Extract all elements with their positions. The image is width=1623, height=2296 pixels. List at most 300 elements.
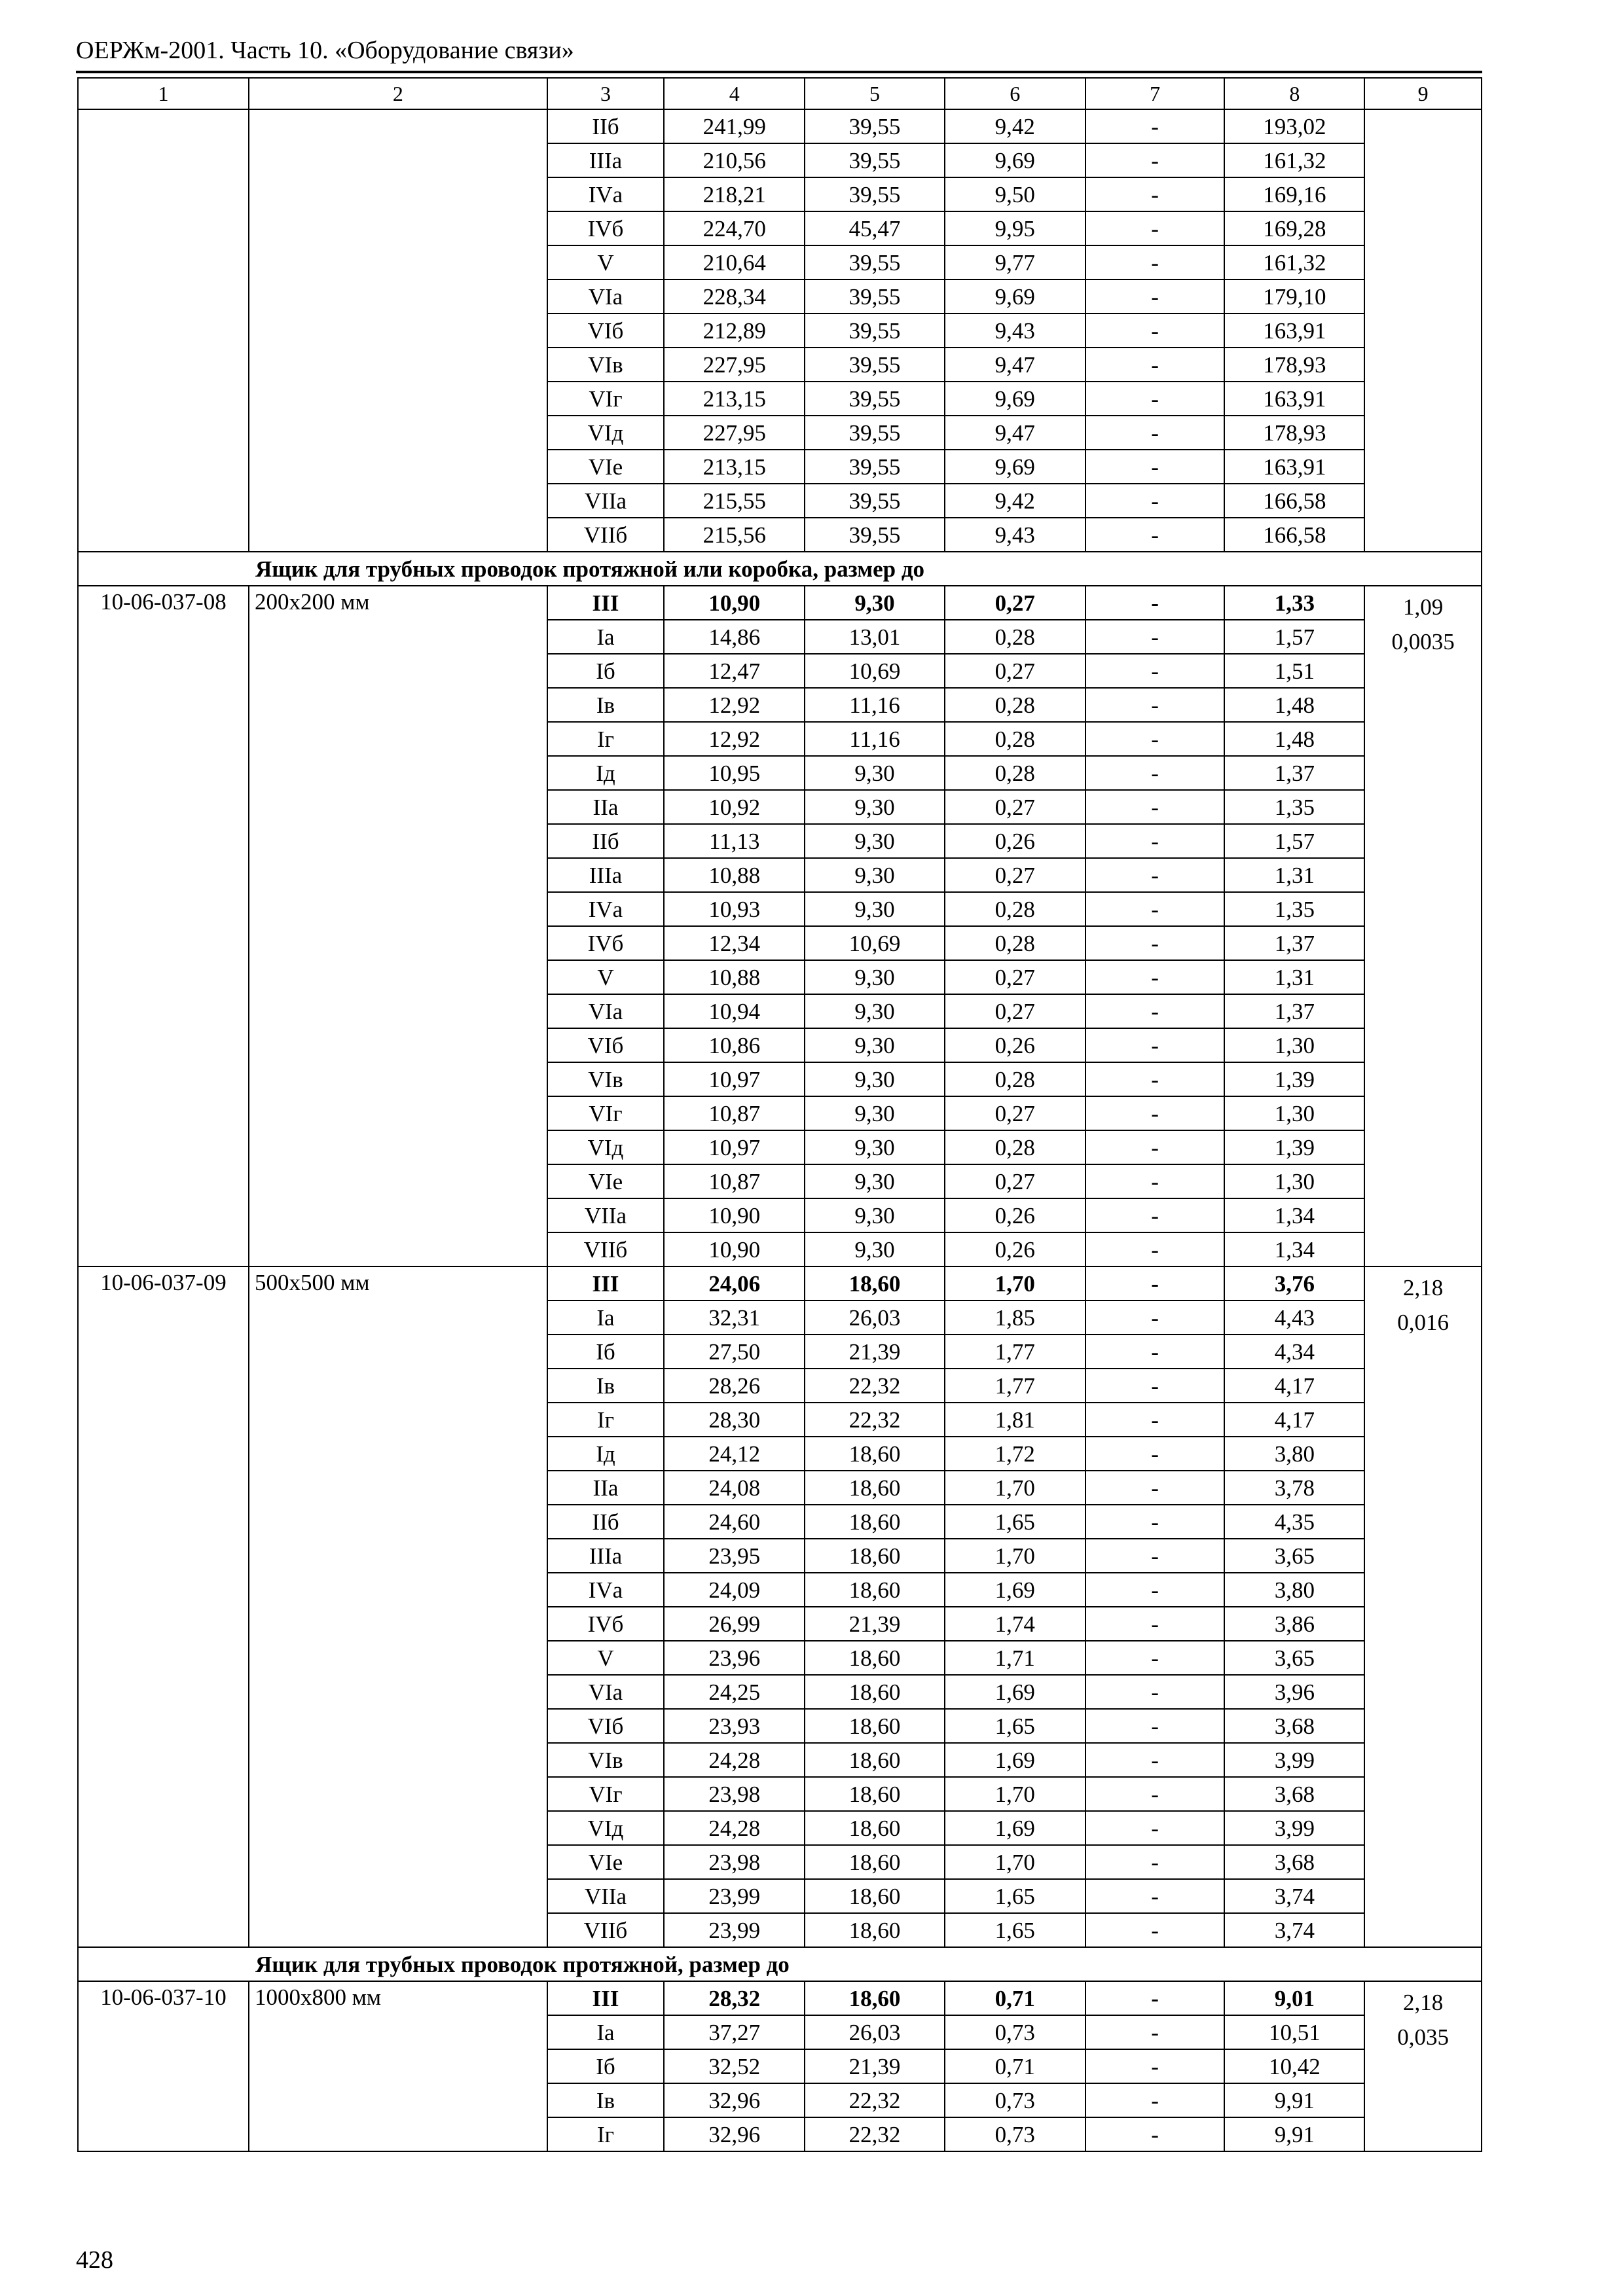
col5-cell: 39,55 (805, 143, 945, 177)
rate-name: 200х200 мм (249, 586, 547, 1266)
zone-cell: Iб (547, 1335, 665, 1369)
col4-cell: 32,96 (664, 2083, 805, 2117)
col6-cell: 1,69 (945, 1743, 1085, 1777)
col7-cell: - (1085, 143, 1225, 177)
col9-value: 0,035 (1397, 2024, 1450, 2050)
zone-cell: Iа (547, 2015, 665, 2049)
col7-cell: - (1085, 1539, 1225, 1573)
col5-cell: 45,47 (805, 211, 945, 245)
col5-cell: 11,16 (805, 688, 945, 722)
col4-cell: 27,50 (664, 1335, 805, 1369)
col5-cell: 18,60 (805, 1505, 945, 1539)
col6-cell: 0,73 (945, 2083, 1085, 2117)
col4-cell: 11,13 (664, 824, 805, 858)
col6-cell: 9,47 (945, 416, 1085, 450)
col7-cell: - (1085, 654, 1225, 688)
col7-cell: - (1085, 1028, 1225, 1062)
col5-cell: 9,30 (805, 1198, 945, 1232)
col6-cell: 0,28 (945, 926, 1085, 960)
col7-cell: - (1085, 518, 1225, 552)
zone-cell: IVб (547, 1607, 665, 1641)
zone-cell: IVа (547, 177, 665, 211)
col8-cell: 166,58 (1224, 518, 1364, 552)
col8-cell: 1,57 (1224, 620, 1364, 654)
col7-cell: - (1085, 1232, 1225, 1266)
col5-cell: 18,60 (805, 1709, 945, 1743)
col5-cell: 9,30 (805, 1096, 945, 1130)
col4-cell: 227,95 (664, 416, 805, 450)
zone-cell: VIв (547, 1743, 665, 1777)
col7-cell: - (1085, 790, 1225, 824)
col7-cell: - (1085, 960, 1225, 994)
col4-cell: 215,55 (664, 484, 805, 518)
col7-cell: - (1085, 1130, 1225, 1164)
zone-cell: IVб (547, 211, 665, 245)
col4-cell: 10,90 (664, 586, 805, 620)
zone-cell: IVб (547, 926, 665, 960)
col5-cell: 18,60 (805, 1675, 945, 1709)
zone-cell: VIв (547, 1062, 665, 1096)
table-body (78, 78, 1482, 2151)
col6-cell: 0,28 (945, 892, 1085, 926)
zone-cell: Iб (547, 654, 665, 688)
col6-cell: 9,69 (945, 450, 1085, 484)
col8-cell: 1,39 (1224, 1130, 1364, 1164)
col8-cell: 161,32 (1224, 245, 1364, 279)
zone-cell: VIг (547, 1096, 665, 1130)
zone-cell: VIд (547, 416, 665, 450)
col6-cell: 1,65 (945, 1709, 1085, 1743)
col5-cell: 9,30 (805, 994, 945, 1028)
zone-cell: IIб (547, 824, 665, 858)
col5-cell: 18,60 (805, 1981, 945, 2015)
col7-cell: - (1085, 2117, 1225, 2151)
col7-cell: - (1085, 1811, 1225, 1845)
col8-cell: 4,43 (1224, 1300, 1364, 1335)
col8-cell: 1,30 (1224, 1164, 1364, 1198)
col7-cell: - (1085, 1573, 1225, 1607)
col6-cell: 9,43 (945, 314, 1085, 348)
col7-cell: - (1085, 1845, 1225, 1879)
zone-cell: IIа (547, 790, 665, 824)
zone-cell: IIIа (547, 1539, 665, 1573)
col8-cell: 4,17 (1224, 1369, 1364, 1403)
col4-cell: 37,27 (664, 2015, 805, 2049)
col5-cell: 22,32 (805, 2117, 945, 2151)
col4-cell: 241,99 (664, 109, 805, 143)
zone-cell: VIе (547, 1845, 665, 1879)
zone-cell: VIа (547, 994, 665, 1028)
col7-cell: - (1085, 2015, 1225, 2049)
col6-cell: 1,65 (945, 1913, 1085, 1947)
col5-cell: 18,60 (805, 1777, 945, 1811)
col4-cell: 24,28 (664, 1743, 805, 1777)
zone-cell: V (547, 1641, 665, 1675)
col8-cell: 1,57 (1224, 824, 1364, 858)
zone-cell: IVа (547, 1573, 665, 1607)
col7-cell: - (1085, 1913, 1225, 1947)
col8-cell: 4,17 (1224, 1403, 1364, 1437)
col7-cell: - (1085, 1505, 1225, 1539)
col7-cell: - (1085, 2049, 1225, 2083)
zone-cell: VIб (547, 1028, 665, 1062)
column-header-8: 8 (1224, 78, 1364, 109)
col8-cell: 178,93 (1224, 348, 1364, 382)
col7-cell: - (1085, 1266, 1225, 1300)
table-row (78, 109, 1482, 143)
zone-cell: Iг (547, 1403, 665, 1437)
col4-cell: 23,98 (664, 1777, 805, 1811)
col9-value: 0,0035 (1391, 628, 1455, 655)
col6-cell: 0,26 (945, 1232, 1085, 1266)
col7-cell: - (1085, 688, 1225, 722)
col4-cell: 224,70 (664, 211, 805, 245)
col4-cell: 14,86 (664, 620, 805, 654)
col8-cell: 3,99 (1224, 1743, 1364, 1777)
col5-cell: 9,30 (805, 1130, 945, 1164)
zone-cell: IIIа (547, 858, 665, 892)
col7-cell: - (1085, 1641, 1225, 1675)
col4-cell: 24,25 (664, 1675, 805, 1709)
zone-cell: VIа (547, 279, 665, 314)
col4-cell: 26,99 (664, 1607, 805, 1641)
col8-cell: 3,80 (1224, 1573, 1364, 1607)
col8-cell: 3,68 (1224, 1709, 1364, 1743)
col7-cell: - (1085, 1879, 1225, 1913)
col8-cell: 1,33 (1224, 586, 1364, 620)
col5-cell: 18,60 (805, 1471, 945, 1505)
col8-cell: 3,86 (1224, 1607, 1364, 1641)
column-header-1: 1 (78, 78, 249, 109)
col5-cell: 18,60 (805, 1437, 945, 1471)
col4-cell: 24,12 (664, 1437, 805, 1471)
col8-cell: 9,91 (1224, 2083, 1364, 2117)
col4-cell: 10,94 (664, 994, 805, 1028)
col6-cell: 9,69 (945, 382, 1085, 416)
column-header-3: 3 (547, 78, 665, 109)
col5-cell: 11,16 (805, 722, 945, 756)
col6-cell: 0,71 (945, 2049, 1085, 2083)
col5-cell: 39,55 (805, 279, 945, 314)
col6-cell: 0,26 (945, 1028, 1085, 1062)
col7-cell: - (1085, 586, 1225, 620)
col4-cell: 227,95 (664, 348, 805, 382)
col5-cell: 9,30 (805, 1028, 945, 1062)
col6-cell: 1,70 (945, 1266, 1085, 1300)
col7-cell: - (1085, 450, 1225, 484)
col7-cell: - (1085, 1300, 1225, 1335)
col8-cell: 3,65 (1224, 1641, 1364, 1675)
col9-value: 0,016 (1397, 1309, 1450, 1335)
section-heading: Ящик для трубных проводок протяжной или коробка, размер до (78, 552, 1482, 586)
col6-cell: 1,77 (945, 1369, 1085, 1403)
zone-cell: VIIб (547, 1913, 665, 1947)
col6-cell: 0,27 (945, 960, 1085, 994)
col7-cell: - (1085, 858, 1225, 892)
col6-cell: 0,27 (945, 790, 1085, 824)
col5-cell: 18,60 (805, 1266, 945, 1300)
col4-cell: 24,06 (664, 1266, 805, 1300)
col6-cell: 1,81 (945, 1403, 1085, 1437)
col8-cell: 3,78 (1224, 1471, 1364, 1505)
col6-cell: 0,71 (945, 1981, 1085, 2015)
col8-cell: 163,91 (1224, 382, 1364, 416)
col5-cell: 13,01 (805, 620, 945, 654)
col8-cell: 163,91 (1224, 314, 1364, 348)
col6-cell: 1,69 (945, 1811, 1085, 1845)
zone-cell: III (547, 1981, 665, 2015)
col8-cell: 1,35 (1224, 892, 1364, 926)
col5-cell: 39,55 (805, 416, 945, 450)
col6-cell: 0,26 (945, 824, 1085, 858)
col8-cell: 3,96 (1224, 1675, 1364, 1709)
col4-cell: 212,89 (664, 314, 805, 348)
col4-cell: 10,92 (664, 790, 805, 824)
col5-cell: 26,03 (805, 1300, 945, 1335)
col7-cell: - (1085, 1743, 1225, 1777)
col5-cell: 39,55 (805, 314, 945, 348)
col4-cell: 10,97 (664, 1062, 805, 1096)
col6-cell: 9,47 (945, 348, 1085, 382)
col4-cell: 24,28 (664, 1811, 805, 1845)
col4-cell: 10,90 (664, 1198, 805, 1232)
col7-cell: - (1085, 1062, 1225, 1096)
col4-cell: 10,90 (664, 1232, 805, 1266)
col9-cell (1364, 1266, 1482, 1947)
col8-cell: 1,34 (1224, 1232, 1364, 1266)
col9-value: 2,18 (1403, 1990, 1444, 2015)
col8-cell: 9,91 (1224, 2117, 1364, 2151)
zone-cell: Iв (547, 688, 665, 722)
col4-cell: 10,87 (664, 1096, 805, 1130)
column-header-9: 9 (1364, 78, 1482, 109)
col4-cell: 23,99 (664, 1913, 805, 1947)
col4-cell: 23,98 (664, 1845, 805, 1879)
col7-cell: - (1085, 1675, 1225, 1709)
col4-cell: 228,34 (664, 279, 805, 314)
col9-value: 2,18 (1403, 1275, 1444, 1300)
col6-cell: 0,27 (945, 994, 1085, 1028)
col8-cell: 1,37 (1224, 756, 1364, 790)
col4-cell: 32,52 (664, 2049, 805, 2083)
column-header-2: 2 (249, 78, 547, 109)
col7-cell: - (1085, 1198, 1225, 1232)
col7-cell: - (1085, 1607, 1225, 1641)
col9-cell (1364, 1981, 1482, 2151)
col8-cell: 178,93 (1224, 416, 1364, 450)
rate-code (78, 109, 249, 552)
col7-cell: - (1085, 211, 1225, 245)
zone-cell: VIIб (547, 1232, 665, 1266)
col5-cell: 18,60 (805, 1845, 945, 1879)
col7-cell: - (1085, 2083, 1225, 2117)
col8-cell: 161,32 (1224, 143, 1364, 177)
col5-cell: 9,30 (805, 756, 945, 790)
col5-cell: 10,69 (805, 654, 945, 688)
col6-cell: 9,69 (945, 143, 1085, 177)
col4-cell: 10,88 (664, 960, 805, 994)
zone-cell: Iв (547, 2083, 665, 2117)
col7-cell: - (1085, 722, 1225, 756)
col5-cell: 26,03 (805, 2015, 945, 2049)
col5-cell: 9,30 (805, 892, 945, 926)
col6-cell: 0,28 (945, 1130, 1085, 1164)
col4-cell: 32,31 (664, 1300, 805, 1335)
col6-cell: 9,95 (945, 211, 1085, 245)
col4-cell: 210,56 (664, 143, 805, 177)
zone-cell: VIв (547, 348, 665, 382)
col7-cell: - (1085, 177, 1225, 211)
col5-cell: 9,30 (805, 824, 945, 858)
col6-cell: 1,69 (945, 1573, 1085, 1607)
zone-cell: Iв (547, 1369, 665, 1403)
section-heading-row (78, 1947, 1482, 1981)
col7-cell: - (1085, 926, 1225, 960)
col5-cell: 9,30 (805, 1062, 945, 1096)
col7-cell: - (1085, 348, 1225, 382)
col6-cell: 1,70 (945, 1539, 1085, 1573)
col5-cell: 39,55 (805, 450, 945, 484)
col4-cell: 28,30 (664, 1403, 805, 1437)
col4-cell: 213,15 (664, 450, 805, 484)
col8-cell: 166,58 (1224, 484, 1364, 518)
col5-cell: 21,39 (805, 1607, 945, 1641)
col5-cell: 39,55 (805, 348, 945, 382)
col6-cell: 1,65 (945, 1505, 1085, 1539)
page-number: 428 (76, 2246, 113, 2274)
col6-cell: 1,85 (945, 1300, 1085, 1335)
col4-cell: 28,26 (664, 1369, 805, 1403)
zone-cell: VIIа (547, 484, 665, 518)
col8-cell: 1,48 (1224, 722, 1364, 756)
col7-cell: - (1085, 994, 1225, 1028)
col4-cell: 12,92 (664, 688, 805, 722)
col5-cell: 22,32 (805, 1403, 945, 1437)
col7-cell: - (1085, 416, 1225, 450)
zone-cell: VIе (547, 1164, 665, 1198)
rate-name (249, 109, 547, 552)
col7-cell: - (1085, 1369, 1225, 1403)
zone-cell: Iг (547, 722, 665, 756)
zone-cell: III (547, 586, 665, 620)
col5-cell: 10,69 (805, 926, 945, 960)
col5-cell: 18,60 (805, 1913, 945, 1947)
col8-cell: 1,37 (1224, 926, 1364, 960)
col6-cell: 9,42 (945, 484, 1085, 518)
col6-cell: 9,77 (945, 245, 1085, 279)
col8-cell: 9,01 (1224, 1981, 1364, 2015)
zone-cell: VIе (547, 450, 665, 484)
col5-cell: 18,60 (805, 1879, 945, 1913)
col4-cell: 10,87 (664, 1164, 805, 1198)
col7-cell: - (1085, 1981, 1225, 2015)
col5-cell: 39,55 (805, 484, 945, 518)
col5-cell: 18,60 (805, 1539, 945, 1573)
col7-cell: - (1085, 1164, 1225, 1198)
col5-cell: 39,55 (805, 518, 945, 552)
zone-cell: Iд (547, 1437, 665, 1471)
zone-cell: Iа (547, 1300, 665, 1335)
col4-cell: 10,97 (664, 1130, 805, 1164)
col7-cell: - (1085, 245, 1225, 279)
col8-cell: 3,68 (1224, 1777, 1364, 1811)
col5-cell: 9,30 (805, 960, 945, 994)
col5-cell: 39,55 (805, 245, 945, 279)
rate-code: 10-06-037-09 (78, 1266, 249, 1947)
col5-cell: 22,32 (805, 1369, 945, 1403)
col6-cell: 0,28 (945, 620, 1085, 654)
col8-cell: 1,48 (1224, 688, 1364, 722)
col6-cell: 0,27 (945, 1096, 1085, 1130)
col9-cell (1364, 109, 1482, 552)
zone-cell: IIб (547, 109, 665, 143)
col6-cell: 0,73 (945, 2117, 1085, 2151)
col7-cell: - (1085, 892, 1225, 926)
zone-cell: III (547, 1266, 665, 1300)
col5-cell: 9,30 (805, 1164, 945, 1198)
col8-cell: 179,10 (1224, 279, 1364, 314)
col4-cell: 10,88 (664, 858, 805, 892)
col6-cell: 1,77 (945, 1335, 1085, 1369)
col8-cell: 1,31 (1224, 858, 1364, 892)
zone-cell: VIг (547, 382, 665, 416)
col4-cell: 23,93 (664, 1709, 805, 1743)
column-header-5: 5 (805, 78, 945, 109)
col8-cell: 1,30 (1224, 1028, 1364, 1062)
col8-cell: 4,34 (1224, 1335, 1364, 1369)
zone-cell: Iа (547, 620, 665, 654)
col4-cell: 12,92 (664, 722, 805, 756)
col5-cell: 18,60 (805, 1641, 945, 1675)
column-header-7: 7 (1085, 78, 1225, 109)
col8-cell: 193,02 (1224, 109, 1364, 143)
col6-cell: 0,73 (945, 2015, 1085, 2049)
zone-cell: VIIа (547, 1879, 665, 1913)
col7-cell: - (1085, 1403, 1225, 1437)
col6-cell: 9,69 (945, 279, 1085, 314)
col8-cell: 1,37 (1224, 994, 1364, 1028)
col6-cell: 0,27 (945, 858, 1085, 892)
col4-cell: 23,95 (664, 1539, 805, 1573)
col7-cell: - (1085, 1335, 1225, 1369)
col7-cell: - (1085, 314, 1225, 348)
col4-cell: 213,15 (664, 382, 805, 416)
col5-cell: 39,55 (805, 109, 945, 143)
col5-cell: 22,32 (805, 2083, 945, 2117)
col6-cell: 9,50 (945, 177, 1085, 211)
col7-cell: - (1085, 484, 1225, 518)
section-heading-row (78, 552, 1482, 586)
col8-cell: 1,39 (1224, 1062, 1364, 1096)
zone-cell: V (547, 245, 665, 279)
col8-cell: 3,99 (1224, 1811, 1364, 1845)
col6-cell: 1,71 (945, 1641, 1085, 1675)
col5-cell: 39,55 (805, 382, 945, 416)
col5-cell: 9,30 (805, 790, 945, 824)
col8-cell: 10,51 (1224, 2015, 1364, 2049)
col8-cell: 4,35 (1224, 1505, 1364, 1539)
col5-cell: 21,39 (805, 2049, 945, 2083)
col4-cell: 28,32 (664, 1981, 805, 2015)
rate-code: 10-06-037-10 (78, 1981, 249, 2151)
col7-cell: - (1085, 824, 1225, 858)
zone-cell: IVа (547, 892, 665, 926)
zone-cell: Iб (547, 2049, 665, 2083)
col8-cell: 10,42 (1224, 2049, 1364, 2083)
col4-cell: 24,60 (664, 1505, 805, 1539)
zone-cell: VIд (547, 1811, 665, 1845)
zone-cell: VIб (547, 314, 665, 348)
